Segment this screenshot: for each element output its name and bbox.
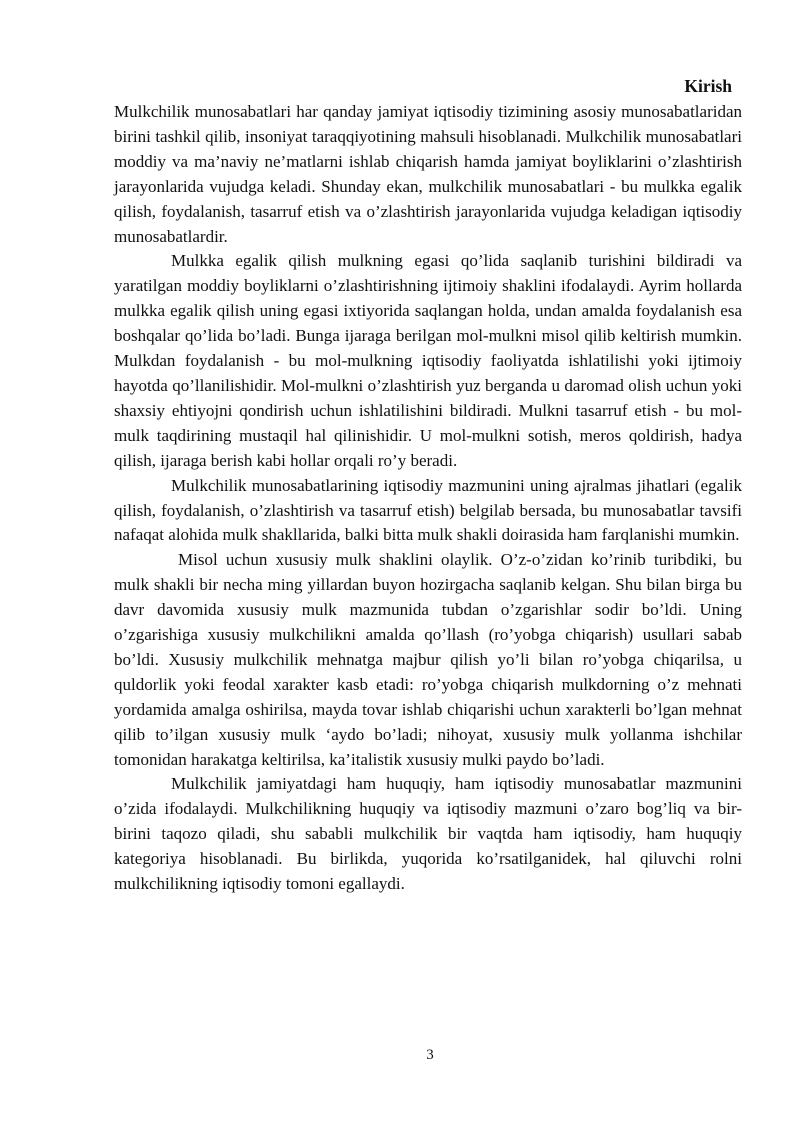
- paragraph-5: Mulkchilik jamiyatdagi ham huquqiy, ham iqtisodiy munosabatlar mazmunini o’zida ifodalaydi. Mulkchilikning huquqiy va iqtisodiy mazmuni o’zaro bog’liq va bir-birini taqozo qiladi, shu sababli mulkchilik bir vaqtda ham iqtisodiy, ham huquqiy kategoriya hisoblanadi. Bu birlikda, yuqorida ko’rsatilganidek, hal qiluvchi rolni mulkchilikning iqtisodiy tomoni egallaydi.: [114, 774, 742, 894]
- paragraph-3: Mulkchilik munosabatlarining iqtisodiy mazmunini uning ajralmas jihatlari (egalik qilish, foydalanish, o’zlashtirish va tasarruf etish) belgilab bersada, bu munosabatlar tavsifi nafaqat alohida mulk shakllarida, balki bitta mulk shakli doirasida ham farqlanishi mumkin.: [114, 475, 742, 545]
- page-number: 3: [426, 1047, 434, 1063]
- paragraph-1: Mulkchilik munosabatlari har qanday jamiyat iqtisodiy tizimining asosiy munosabatlaridan birini tashkil qilib, insoniyat taraqqiyotining mahsuli hisoblanadi. Mulkchilik munosabatlari moddiy va ma’naviy ne’matlarni ishlab chiqarish hamda jamiyat boyliklarini o’zlashtirish jarayonlarida vujudga keladi. Shunday ekan, mulkchilik munosabatlari - bu mulkka egalik qilish, foydalanish, tasarruf etish va o’zlashtirish jarayonlarida vujudga keladigan iqtisodiy munosabatlardir.: [114, 102, 742, 246]
- body-text: [114, 100, 742, 897]
- paragraph-4: Misol uchun xususiy mulk shaklini olaylik. O’z-o’zidan ko’rinib turibdiki, bu mulk shakli bir necha ming yillardan buyon hozirgacha saqlanib kelgan. Shu bilan birga bu davr davomida xususiy mulk mazmunida tubdan o’zgarishlar sodir bo’ldi. Uning o’zgarishiga xususiy mulkchilikni amalda qo’llash (ro’yobga chiqarish) usullari sabab bo’ldi. Xususiy mulkchilik mehnatga majbur qilish yo’li bilan ro’yobga chiqarilsa, u quldorlik yoki feodal xarakter kasb etadi: ro’yobga chiqarish mulkdorning o’z mehnati yordamida amalga oshirilsa, mayda tovar ishlab chiqarishi uchun xarakterli bo’lgan mehnat qilib to’ilgan xususiy mulk ‘aydo bo’ladi; nihoyat, xususiy mulk yollanma ishchilar tomonidan harakatga keltirilsa, ka’italistik xususiy mulki paydo bo’ladi.: [114, 550, 742, 769]
- section-title: Kirish: [684, 76, 732, 96]
- paragraph-2: Mulkka egalik qilish mulkning egasi qo’lida saqlanib turishini bildiradi va yaratilgan moddiy boyliklarni o’zlashtirishning ijtimoiy shaklini ifodalaydi. Ayrim hollarda mulkka egalik qilish uning egasi ixtiyorida saqlangan holda, undan amalda foydalanish esa boshqalar qo’lida bo’ladi. Bunga ijaraga berilgan mol-mulkni misol qilib keltirish mumkin. Mulkdan foydalanish - bu mol-mulkning iqtisodiy faoliyatda ishlatilishi yoki ijtimoiy hayotda qo’llanilishidir. Mol-mulkni o’zlashtirish yuz berganda u daromad olish uchun yoki shaxsiy ehtiyojni qondirish uchun ishlatilishini bildiradi. Mulkni tasarruf etish - bu mol-mulk taqdirining mustaqil hal qilinishidir. U mol-mulkni sotish, meros qoldirish, hadya qilish, ijaraga berish kabi hollar orqali ro’y beradi.: [114, 251, 742, 470]
